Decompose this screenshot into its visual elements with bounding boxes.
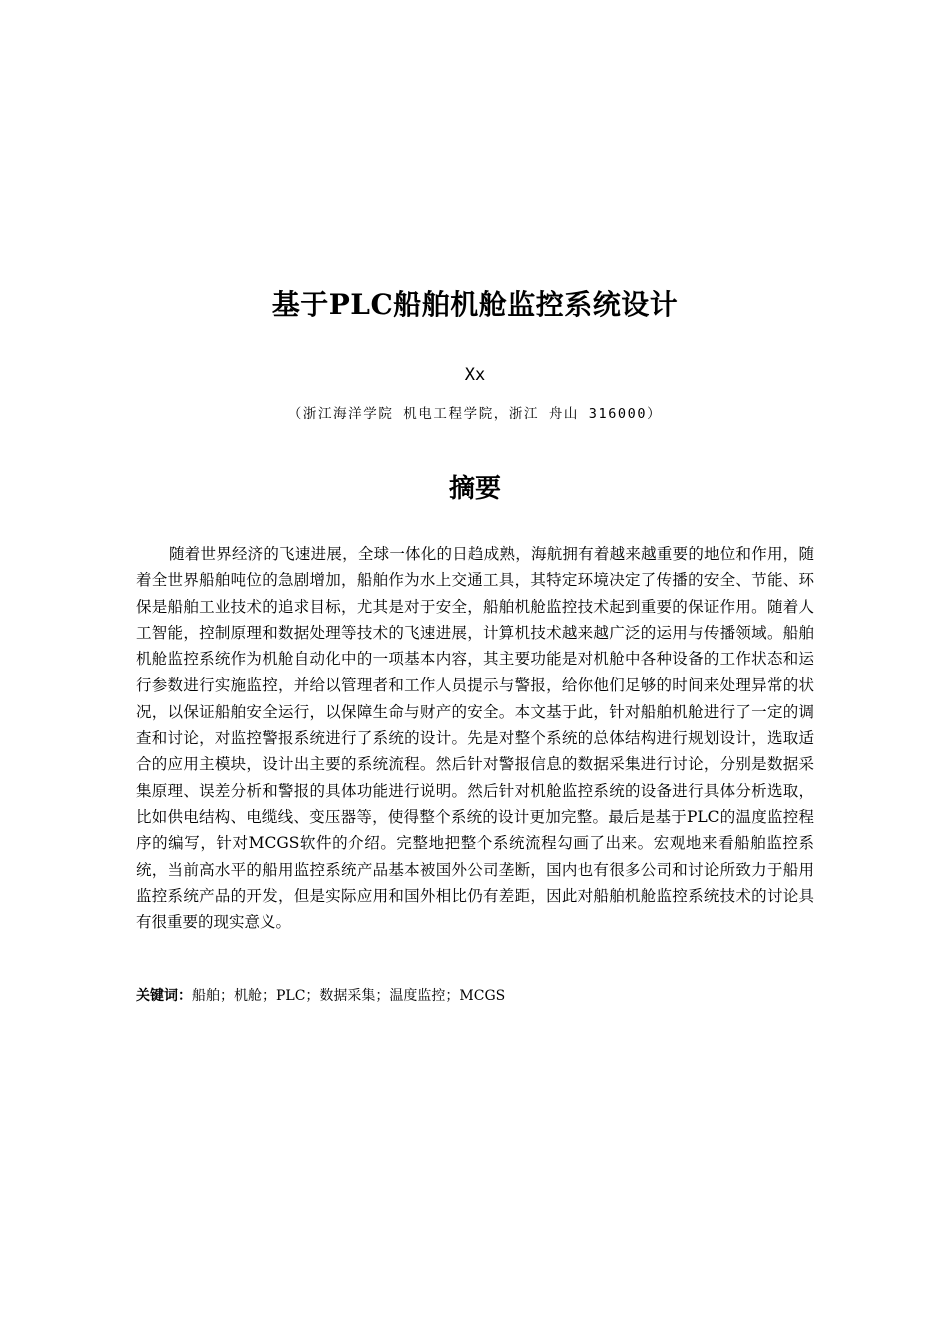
keywords-text: 船舶；机舱；PLC；数据采集；温度监控；MCGS	[192, 988, 506, 1004]
abstract-heading: 摘要	[448, 474, 501, 504]
abstract-body: 随着世界经济的飞速进展，全球一体化的日趋成熟，海航拥有着越来越重要的地位和作用，随着全世界船舶吨位的急剧增加，船舶作为水上交通工具，其特定环境决定了传播的安全、节能、环保是船舶工业技术的追求目标，尤其是对于安全，船舶机舱监控技术起到重要的保证作用。随着人工智能，控制原理和数据处理等技术的飞速进展，计算机技术越来越广泛的运用与传播领域。船舶机舱监控系统作为机舱自动化中的一项基本内容，其主要功能是对机舱中各种设备的工作状态和运行参数进行实施监控，并给以管理者和工作人员提示与警报，给你他们足够的时间来处理异常的状况，以保证船舶安全运行，以保障生命与财产的安全。本文基于此，针对船舶机舱进行了一定的调查和讨论，对监控警报系统进行了系统的设计。先是对整个系统的总体结构进行规划设计，选取适合的应用主模块，设计出主要的系统流程。然后针对警报信息的数据采集进行讨论，分别是数据采集原理、误差分析和警报的具体功能进行说明。然后针对机舱监控系统的设备进行具体分析选取，比如供电结构、电缆线、变压器等，使得整个系统的设计更加完整。最后是基于PLC的温度监控程序的编写，针对MCGS软件的介绍。完整地把整个系统流程勾画了出来。宏观地来看船舶监控系统，当前高水平的船用监控系统产品基本被国外公司垄断，国内也有很多公司和讨论所致力于船用监控系统产品的开发，但是实际应用和国外相比仍有差距，因此对船舶机舱监控系统技术的讨论具有很重要的现实意义。	[136, 545, 814, 932]
keywords-line	[136, 985, 814, 1007]
paper-title: 基于PLC船舶机舱监控系统设计	[271, 288, 679, 321]
author-affiliation: （浙江海洋学院 机电工程学院，浙江 舟山 316000）	[287, 406, 663, 422]
author-name: Xx	[464, 365, 486, 385]
keywords-label: 关键词：	[136, 988, 192, 1004]
